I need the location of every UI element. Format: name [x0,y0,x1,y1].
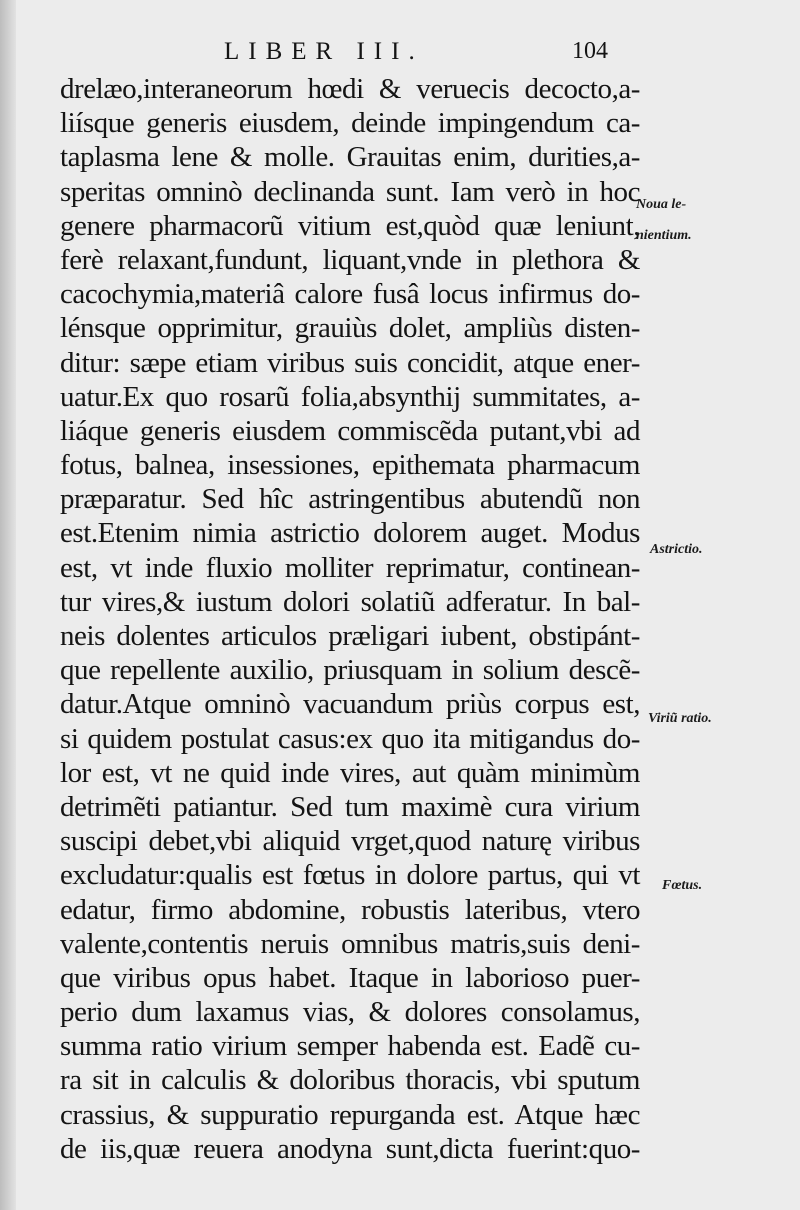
text-line: edatur, firmo abdomine, robustis lateribus, vtero [60,893,640,926]
marginal-note-virium-ratio: Viriũ ratio. [648,711,712,726]
page-number: 104 [572,38,608,64]
text-line: drelæo,interaneorum hœdi & veruecis decocto,a- [60,73,640,105]
marginal-note-astrictio: Astrictio. [650,542,703,557]
text-line: lénsque opprimitur, grauiùs dolet, ampliùs disten- [60,312,640,345]
text-line: ferè relaxant,fundunt, liquant,vnde in plethora & [60,243,640,276]
text-line: suscipi debet,vbi aliquid vrget,quod naturę viribus [60,825,640,858]
text-line: liáque generis eiusdem commiscẽda putant,vbi ad [60,414,640,447]
text-line: præparatur. Sed hîc astringentibus abutendũ non [60,483,640,516]
marginal-note-nova-lenientium-2: nientium. [636,228,692,243]
text-line: lor est, vt ne quid inde vires, aut quàm minimùm [60,756,640,789]
text-line: ditur: sæpe etiam viribus suis concidit, atque ener- [60,346,640,379]
text-line: cacochymia,materiâ calore fusâ locus infirmus do- [60,278,640,311]
text-line: valente,contentis neruis omnibus matris,suis deni- [60,927,640,960]
page-gutter [0,0,16,1210]
text-line: fotus, balnea, insessiones, epithemata pharmacum [60,449,640,482]
text-line: de iis,quæ reuera anodyna sunt,dicta fuerint:quo- [60,1132,640,1165]
text-line: speritas omninò declinanda sunt. Iam verò in hoc [60,175,640,208]
text-line: uatur.Ex quo rosarũ folia,absynthij summitates, a- [60,380,640,413]
main-text-block [60,72,640,1166]
text-line: est, vt inde fluxio molliter reprimatur, continean- [60,551,640,584]
text-line: taplasma lene & molle. Grauitas enim, durities,a- [60,141,640,174]
text-line: crassius, & suppuratio repurganda est. Atque hæc [60,1098,640,1131]
text-line: excludatur:qualis est fœtus in dolore partus, qui vt [60,859,640,892]
text-line: que viribus opus habet. Itaque in laborioso puer- [60,961,640,994]
text-line: ra sit in calculis & doloribus thoracis, vbi sputum [60,1064,640,1097]
marginal-note-foetus: Fœtus. [662,878,703,893]
text-line: genere pharmacorũ vitium est,quòd quæ leniunt, [60,209,640,242]
text-line: neis dolentes articulos præligari iubent, obstipánt- [60,620,640,652]
text-line: liísque generis eiusdem, deinde impingendum ca- [60,107,640,140]
text-line: si quidem postulat casus:ex quo ita mitigandus do- [60,722,640,755]
marginal-note-nova-lenientium-1: Noua le- [636,197,687,212]
running-title: LIBER III. [224,38,424,65]
text-line: detrimẽti patiantur. Sed tum maximè cura virium [60,790,640,823]
text-line: summa ratio virium semper habenda est. Eadẽ cu- [60,1030,640,1063]
text-line: est.Etenim nimia astrictio dolorem auget. Modus [60,517,640,550]
text-line: que repellente auxilio, priusquam in solium descẽ- [60,654,640,687]
text-line: datur.Atque omninò vacuandum priùs corpus est, [60,688,640,721]
text-line: perio dum laxamus vias, & dolores consolamus, [60,996,640,1029]
text-line: tur vires,& iustum dolori solatiũ adferatur. In bal- [60,585,640,618]
